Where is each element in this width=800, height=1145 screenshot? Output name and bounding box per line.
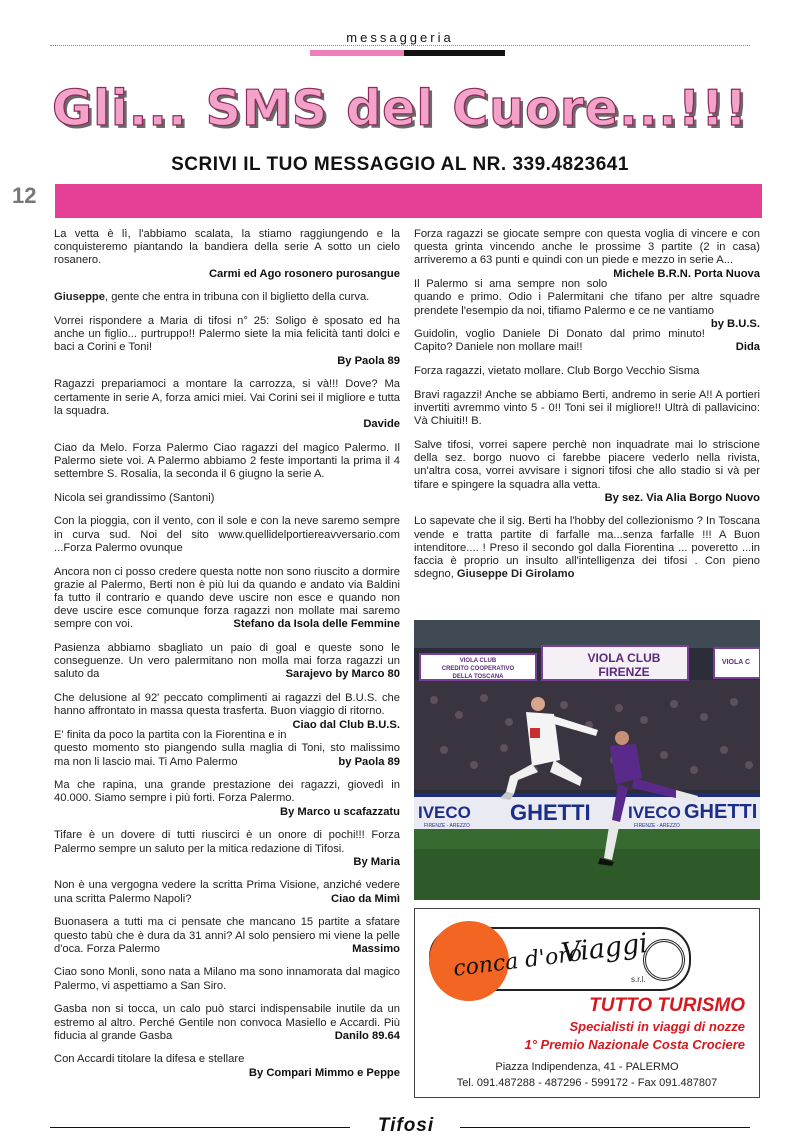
message: Ciao da Melo. Forza Palermo Ciao ragazzi del magico Palermo. Il Palermo siete voi. A Palermo abbiamo 2 feste importanti la prima il 4 settembre S. Rosalia, la seconda il 6 giugno la serie A.	[54, 441, 400, 481]
message: Salve tifosi, vorrei sapere perchè non inquadrate mai lo striscione della sez. borgo nuovo ci farebbe piacere vederlo nella rivista, un'altra cosa, vorrei avvisare i signori tifosi che allo stadio si và per tifare e spingere la squadra alla vetta. By sez. Via Alia Borgo Nuovo	[414, 438, 760, 504]
banner-text: VIOLA C	[721, 659, 751, 666]
message: Buonasera a tutti ma ci pensate che mancano 15 partite a sfatare questo tabù che è dura da 31 anni? Al solo pensiero mi viene la pelle d'oca. Forza Palermo Massimo	[54, 916, 400, 955]
seal-icon	[643, 939, 685, 981]
board-text: IVECO	[418, 803, 471, 822]
message: Vorrei rispondere a Maria di tifosi n° 25: Soligo è sposato ed ha anche un figlio... purtruppo!! Palermo siete la mia felicità tanti dolci e baci a Corini e Toni! By Paola 89	[54, 315, 400, 367]
logo-viaggi-text: Viaggi	[559, 927, 650, 970]
board-text: IVECO	[628, 803, 681, 822]
message: Pasienza abbiamo sbagliato un paio di goal e queste sono le conseguenze. Un vero palermitano non molla mai forza ragazzi un saluto da Sarajevo by Marco 80	[54, 642, 400, 681]
message: Non è una vergogna vedere la scritta Prima Visione, anziché vedere una scritta Palermo Napoli? Ciao da Mimì	[54, 879, 400, 905]
message: Ragazzi prepariamoci a montare la carrozza, si và!!! Dove? Ma certamente in serie A, forza amici miei. Vai Corini sei il migliore e tutta la squadra. Davide	[54, 378, 400, 430]
section-underline	[310, 50, 505, 56]
message: Con la pioggia, con il vento, con il sole e con la neve saremo sempre in curva sud. Noi del sito www.quellidelportiereavversario.com ...Forza Palermo ovunque	[54, 515, 400, 554]
message: Nicola sei grandissimo (Santoni)	[54, 491, 215, 504]
banner-text: VIOLA CLUB	[587, 651, 661, 665]
banner-text: FIRENZE	[598, 665, 650, 679]
match-photo	[414, 620, 760, 900]
tifosi-logo: Tifosi	[377, 1115, 435, 1136]
message: Ancora non ci posso credere questa notte non sono riuscito a dormire grazie al Palermo, Berti non è più lui da quando e andato via Baldini fa tutto il contrario e quando deve uscire non esce e quando non deve uscire esce comunque forza ragazzi non mollate mai saremo sempre con voi. Stefano da Isola delle Femmine	[54, 565, 400, 631]
conca-doro-logo	[429, 927, 691, 991]
match-photo-svg	[414, 620, 760, 900]
message: Il Palermo si ama sempre non solo quando e primo. Odio i Palermitani che tifano per altre squadre prendete l'esempio da noi, tifiamo Palermo e ce ne vantiamo by B.U.S.	[414, 278, 760, 330]
header-rule	[50, 45, 750, 46]
message: La vetta è lì, l'abbiamo scalata, la stiamo raggiungendo e la conquisteremo piantando la bandiera della serie A sotto un cielo rosanero. Carmi ed Ago rosonero purosangue	[54, 228, 400, 280]
message: Gasba non si tocca, un calo può starci indispensabile inutile da un estremo al altro. Perché Gentile non convoca Masiello e Accardi. Più fiducia al grande Gasba Danilo 89.64	[54, 1003, 400, 1042]
banner-text: DELLA TOSCANA	[452, 674, 504, 680]
right-column	[414, 228, 760, 592]
board-text: GHETTI	[684, 801, 758, 823]
message: Giuseppe, gente che entra in tribuna con il biglietto della curva.	[54, 291, 370, 304]
ad-address: Piazza Indipendenza, 41 - PALERMO	[495, 1061, 679, 1073]
message: Ciao sono Monli, sono nata a Milano ma sono innamorata dal magico Palermo, vi aspettiamo a San Siro.	[54, 966, 400, 992]
footer-rule-left	[50, 1127, 350, 1128]
pink-banner-bar	[55, 184, 762, 218]
message: Forza ragazzi se giocate sempre con questa voglia di vincere e con questa grinta vincendo anche le prossime 3 partite (2 in casa) arriveremo a 63 punti e quindi con un piede e mezzo in serie A... Michele B.R.N. Porta Nuova	[414, 228, 760, 280]
page-subtitle: SCRIVI IL TUO MESSAGGIO AL NR. 339.4823641	[171, 154, 629, 175]
message: Che delusione al 92' peccato complimenti ai ragazzi del B.U.S. che hanno affrontato in massa questa trasferta. Buon viaggio di ritorno. Ciao dal Club B.U.S.	[54, 692, 400, 731]
message: Tifare è un dovere di tutti riuscirci è un onore di pochi!!! Forza Palermo sempre un saluto per la mitica redazione di Tifosi. By Maria	[54, 829, 400, 868]
message: Guidolin, voglio Daniele Di Donato dal primo minuto! Capito? Daniele non mollare mai!! Dida	[414, 328, 760, 354]
travel-advertisement[interactable]	[414, 908, 760, 1098]
message: Bravi ragazzi! Anche se abbiamo Berti, andremo in serie A!! A portieri invertiti avremmo vinto 5 - 0!! Toni sei il migliore!! Ultrà di pallavicino: Và Chiuiti!! B.	[414, 388, 760, 428]
message: Forza ragazzi, vietato mollare. Club Borgo Vecchio Sisma	[414, 365, 700, 378]
banner-text: VIOLA CLUB	[459, 658, 497, 664]
message: Lo sapevate che il sig. Berti ha l'hobby del collezionismo ? In Toscana vende e tratta partite di farfalle ma...senza farfalle !!! A Buon intenditore.... ! Preso il secondo gol dalla Fiorentina ... poveretto ...in faccia è proprio un insulto all'intelligenza dei tifosi . Con pieno sdegno, Giuseppe Di Girolamo	[414, 515, 760, 581]
ad-phones: Tel. 091.487288 - 487296 - 599172 - Fax 091.487807	[456, 1077, 718, 1089]
board-text: FIRENZE - AREZZO	[424, 823, 470, 829]
left-column	[54, 228, 400, 1080]
logo-srl: s.r.l.	[631, 975, 646, 984]
page-title: Gli... SMS del Cuore...!!!	[51, 80, 749, 137]
board-text: GHETTI	[510, 800, 591, 825]
message: Con Accardi titolare la difesa e stellare By Compari Mimmo e Peppe	[54, 1053, 400, 1079]
banner-text: CREDITO COOPERATIVO	[441, 666, 515, 672]
ad-tagline-1: Specialisti in viaggi di nozze	[569, 1019, 745, 1034]
footer-rule-right	[460, 1127, 750, 1128]
message: E' finita da poco la partita con la Fiorentina e in questo momento sto piangendo sulla maglia di Toni, sto malissimo ma non li lascio mai. Ti Amo Palermo by Paola 89	[54, 729, 400, 768]
section-label: messaggeria	[346, 30, 454, 45]
board-text: FIRENZE - AREZZO	[634, 823, 680, 829]
message: Ma che rapina, una grande prestazione dei ragazzi, giovedì in 40.000. Siamo sempre i più forti. Forza Palermo. By Marco u scafazzatu	[54, 779, 400, 818]
ad-title: TUTTO TURISMO	[589, 995, 745, 1016]
logo-conca-text: conca d'oro	[451, 941, 584, 982]
page-number: 12	[12, 183, 37, 208]
ad-tagline-2: 1° Premio Nazionale Costa Crociere	[524, 1037, 745, 1052]
